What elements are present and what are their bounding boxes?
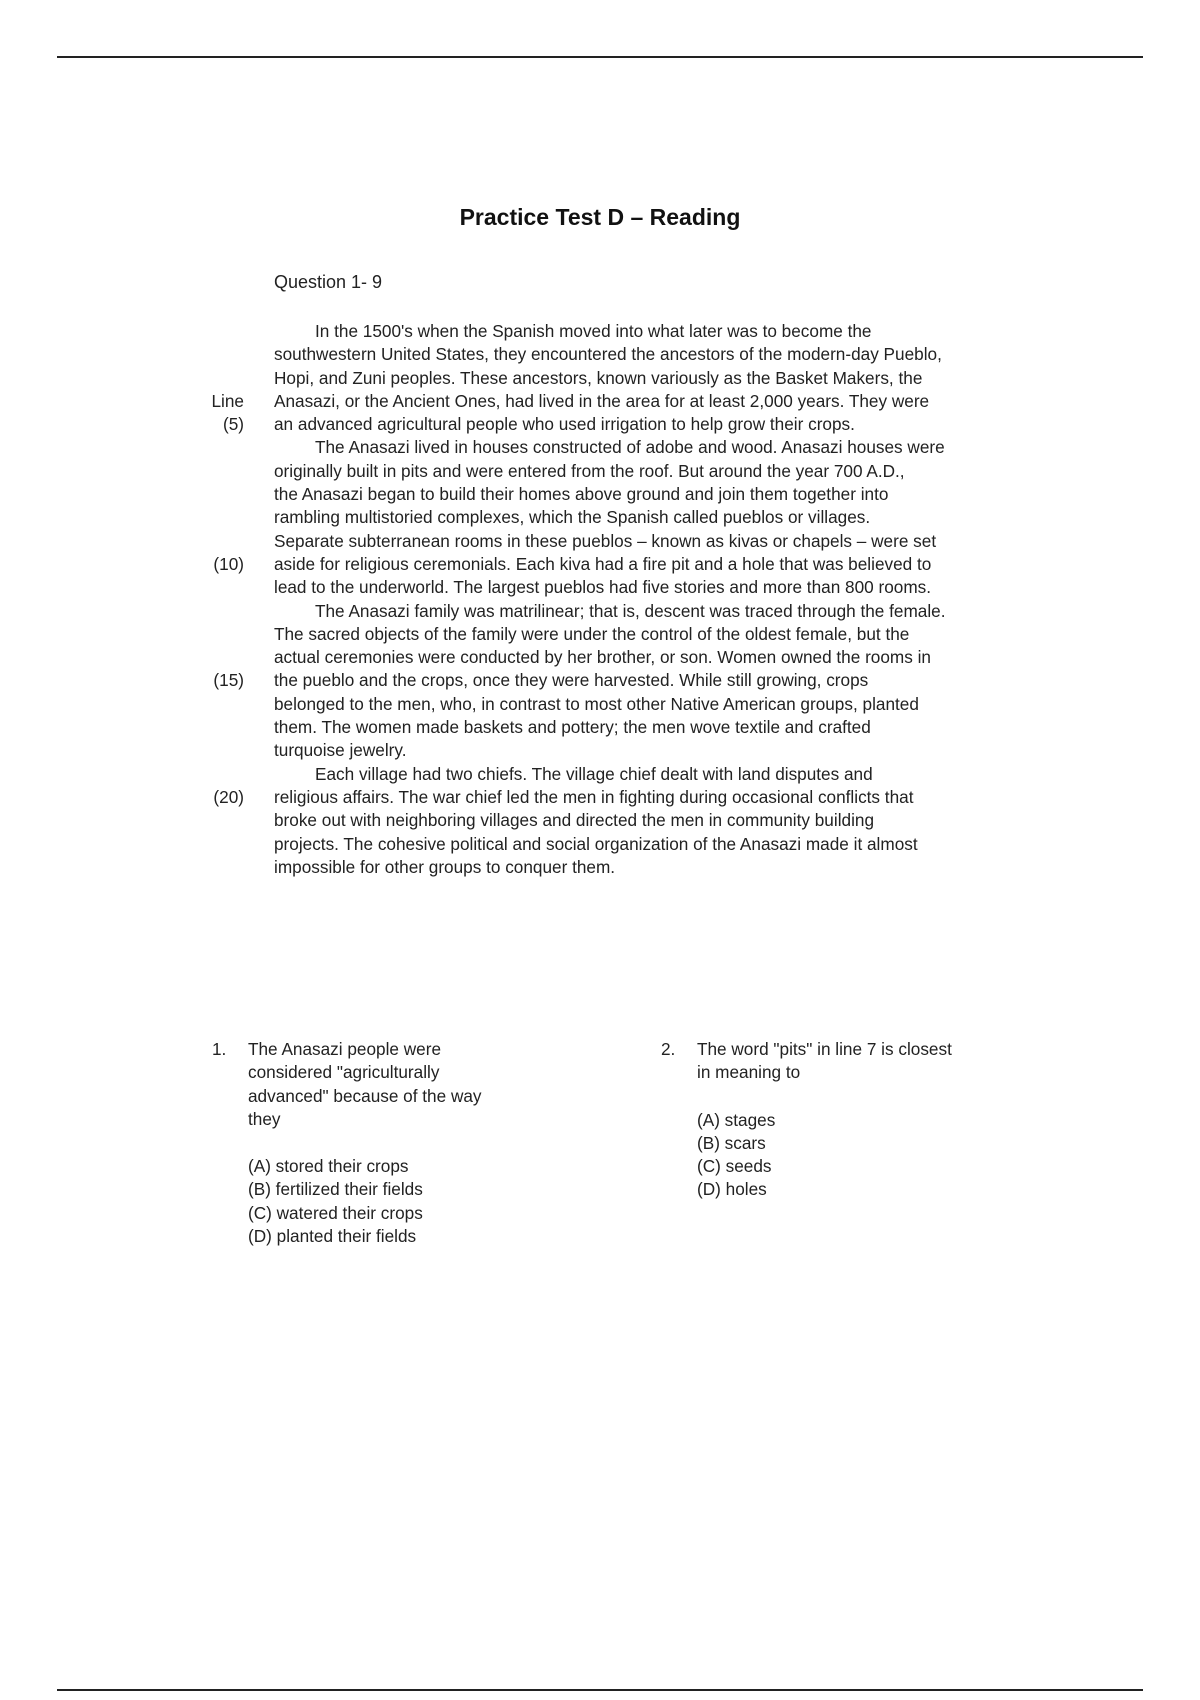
page-title: Practice Test D – Reading — [459, 204, 741, 230]
passage-line: turquoise jewelry. — [274, 740, 407, 761]
question-stem-line: The word "pits" in line 7 is closest — [697, 1039, 952, 1059]
line-number-marker — [160, 530, 244, 553]
question-stem-line: advanced" because of the way — [248, 1085, 482, 1106]
passage-line: originally built in pits and were entered from the roof. But around the year 700 A.D., — [274, 460, 905, 481]
line-number-marker — [160, 716, 244, 739]
answer-choice-b[interactable]: (B) scars — [697, 1132, 766, 1153]
line-number-marker: Line — [211, 390, 244, 411]
question-stem — [697, 1038, 1021, 1085]
answer-choice-a[interactable]: (A) stages — [697, 1109, 776, 1130]
line-number-marker — [160, 367, 244, 390]
line-number-marker — [160, 320, 244, 343]
passage-line: broke out with neighboring villages and directed the men in community building — [274, 810, 875, 831]
line-number-marker: (5) — [222, 414, 244, 435]
passage-line: The Anasazi family was matrilinear; that is, descent was traced through the female. — [315, 600, 946, 621]
answer-choice-a[interactable]: (A) stored their crops — [248, 1156, 409, 1177]
line-number-column — [160, 320, 244, 879]
passage-line: aside for religious ceremonials. Each kiva had a fire pit and a hole that was believed to — [274, 553, 932, 574]
passage-line: Separate subterranean rooms in these pueblos – known as kivas or chapels – were set — [274, 530, 937, 551]
line-number-marker — [160, 856, 244, 879]
line-number-marker — [160, 483, 244, 506]
line-number-marker — [160, 576, 244, 599]
passage-line: religious affairs. The war chief led the men in fighting during occasional conflicts that — [274, 786, 914, 807]
passage-line: southwestern United States, they encountered the ancestors of the modern-day Pueblo, — [274, 344, 942, 365]
question-body — [248, 1038, 542, 1248]
line-number-marker — [160, 623, 244, 646]
line-number-marker: (10) — [213, 553, 244, 574]
passage-line: The sacred objects of the family were under the control of the oldest female, but the — [274, 623, 910, 644]
answer-choice-c[interactable]: (C) watered their crops — [248, 1202, 423, 1223]
passage-line: them. The women made baskets and pottery; the men wove textile and crafted — [274, 717, 871, 738]
question-1 — [212, 1038, 542, 1248]
question-stem-line: they — [248, 1108, 281, 1129]
question-body — [697, 1038, 1021, 1202]
question-stem — [248, 1038, 542, 1131]
answer-choice-c[interactable]: (C) seeds — [697, 1156, 772, 1177]
line-number-marker — [160, 343, 244, 366]
line-number-marker — [160, 460, 244, 483]
line-number-marker — [160, 436, 244, 459]
passage-line: Each village had two chiefs. The village chief dealt with land disputes and — [315, 763, 873, 784]
passage-line: rambling multistoried complexes, which the Spanish called pueblos or villages. — [274, 507, 871, 528]
answer-choice-b[interactable]: (B) fertilized their fields — [248, 1179, 423, 1200]
answer-choice-d[interactable]: (D) planted their fields — [248, 1226, 417, 1247]
reading-passage — [274, 320, 1074, 879]
answer-choices — [248, 1155, 542, 1248]
passage-line: lead to the underworld. The largest pueblos had five stories and more than 800 rooms. — [274, 577, 932, 598]
passage-line: In the 1500's when the Spanish moved into what later was to become the — [315, 321, 872, 341]
line-number-marker — [160, 763, 244, 786]
question-number: 1. — [212, 1039, 227, 1059]
line-number-marker — [160, 600, 244, 623]
passage-line: the Anasazi began to build their homes above ground and join them together into — [274, 484, 889, 505]
question-number: 2. — [661, 1039, 676, 1059]
question-2 — [661, 1038, 1021, 1202]
passage-line: actual ceremonies were conducted by her brother, or son. Women owned the rooms in — [274, 647, 931, 668]
passage-line: the pueblo and the crops, once they were harvested. While still growing, crops — [274, 670, 869, 691]
question-stem-line: considered "agriculturally — [248, 1062, 440, 1083]
answer-choices — [697, 1109, 1021, 1202]
passage-line: The Anasazi lived in houses constructed of adobe and wood. Anasazi houses were — [315, 437, 945, 458]
passage-line: Anasazi, or the Ancient Ones, had lived in the area for at least 2,000 years. They were — [274, 390, 930, 411]
line-number-marker — [160, 646, 244, 669]
passage-line: belonged to the men, who, in contrast to most other Native American groups, planted — [274, 693, 919, 714]
line-number-marker — [160, 739, 244, 762]
bottom-rule — [57, 1689, 1143, 1691]
line-number-marker — [160, 809, 244, 832]
top-rule — [57, 56, 1143, 58]
question-stem-line: The Anasazi people were — [248, 1039, 442, 1059]
line-number-marker: (15) — [213, 670, 244, 691]
line-number-marker: (20) — [213, 786, 244, 807]
passage-line: an advanced agricultural people who used irrigation to help grow their crops. — [274, 414, 855, 435]
answer-choice-d[interactable]: (D) holes — [697, 1179, 767, 1200]
line-number-marker — [160, 833, 244, 856]
question-range: Question 1- 9 — [274, 272, 383, 292]
passage-line: impossible for other groups to conquer them. — [274, 856, 616, 877]
question-stem-line: in meaning to — [697, 1062, 801, 1083]
passage-line: projects. The cohesive political and social organization of the Anasazi made it almost — [274, 833, 918, 854]
line-number-marker — [160, 506, 244, 529]
line-number-marker — [160, 693, 244, 716]
passage-line: Hopi, and Zuni peoples. These ancestors, known variously as the Basket Makers, the — [274, 367, 923, 388]
